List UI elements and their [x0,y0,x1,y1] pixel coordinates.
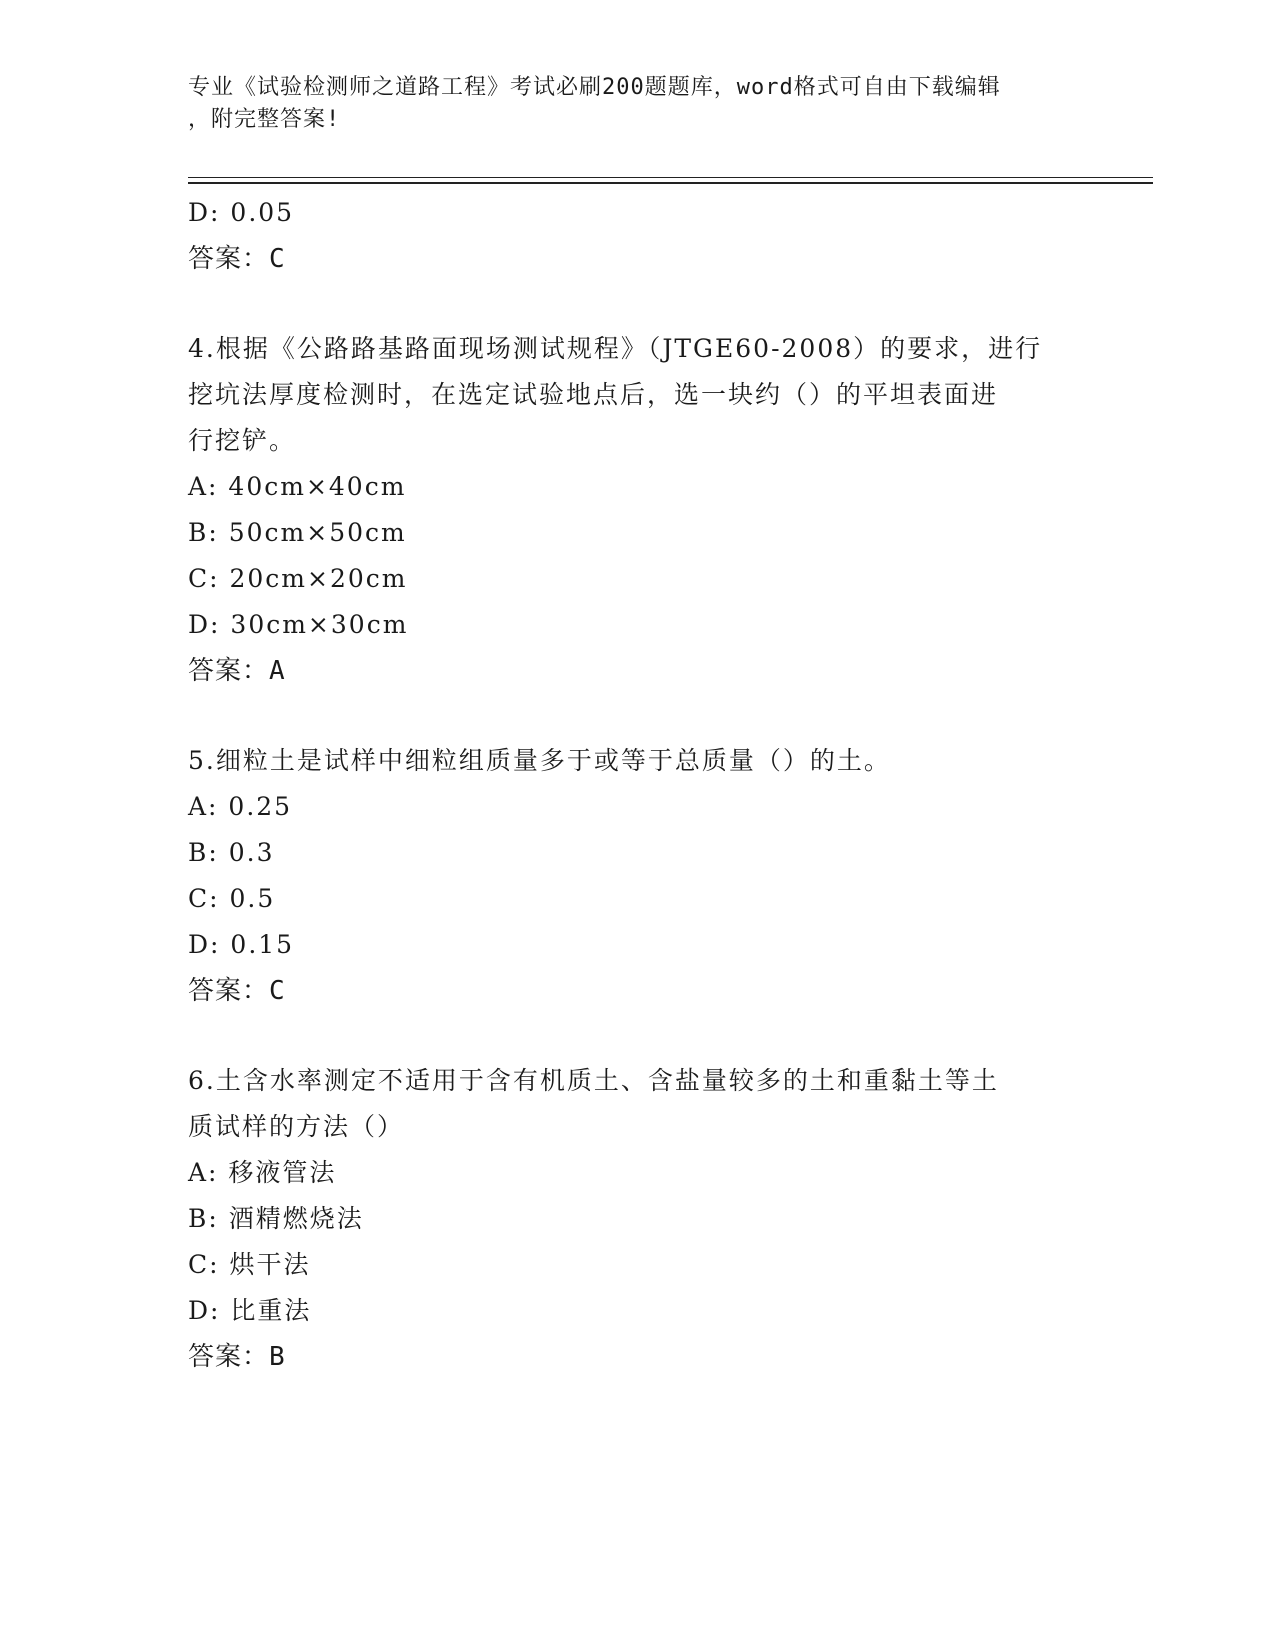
question-gap [188,282,1088,326]
option-c: C: 烘干法 [188,1250,311,1279]
question-3-tail [188,190,1088,282]
question-6 [188,1058,1088,1380]
question-gap [188,1014,1088,1058]
option-a: A: 移液管法 [188,1158,337,1187]
option-d: D: 0.15 [188,930,295,959]
answer: 答案：B [188,1342,286,1372]
option-a: A: 0.25 [188,792,293,821]
question-stem-line: 质试样的方法（） [188,1112,405,1141]
question-stem-line: 行挖铲。 [188,426,297,455]
option-c: C: 0.5 [188,884,276,913]
option-a: A: 40cm×40cm [188,472,407,501]
question-stem-line: 5.细粒土是试样中细粒组质量多于或等于总质量（）的土。 [188,746,891,775]
option-b: B: 0.3 [188,838,275,867]
header-line-2: ，附完整答案! [188,107,341,132]
option-b: B: 50cm×50cm [188,518,407,547]
header-divider-thin [188,177,1153,178]
header-line-1: 专业《试验检测师之道路工程》考试必刷200题题库，word格式可自由下载编辑 [188,75,1001,100]
question-stem-line: 挖坑法厚度检测时，在选定试验地点后，选一块约（）的平坦表面进 [188,380,999,409]
header-divider-thick [188,182,1153,184]
option-d: D: 比重法 [188,1296,312,1325]
document-header [188,72,1068,136]
option-b: B: 酒精燃烧法 [188,1204,364,1233]
option-d: D: 30cm×30cm [188,610,409,639]
question-4 [188,326,1088,694]
answer: 答案：C [188,976,286,1006]
question-stem-line: 6.土含水率测定不适用于含有机质土、含盐量较多的土和重黏土等土 [188,1066,999,1095]
question-stem-line: 4.根据《公路路基路面现场测试规程》（JTGE60-2008）的要求，进行 [188,334,1043,363]
question-content [188,190,1088,1380]
option-d: D: 0.05 [188,198,295,227]
answer: 答案：C [188,244,286,274]
answer: 答案：A [188,656,286,686]
option-c: C: 20cm×20cm [188,564,408,593]
question-gap [188,694,1088,738]
question-5 [188,738,1088,1014]
